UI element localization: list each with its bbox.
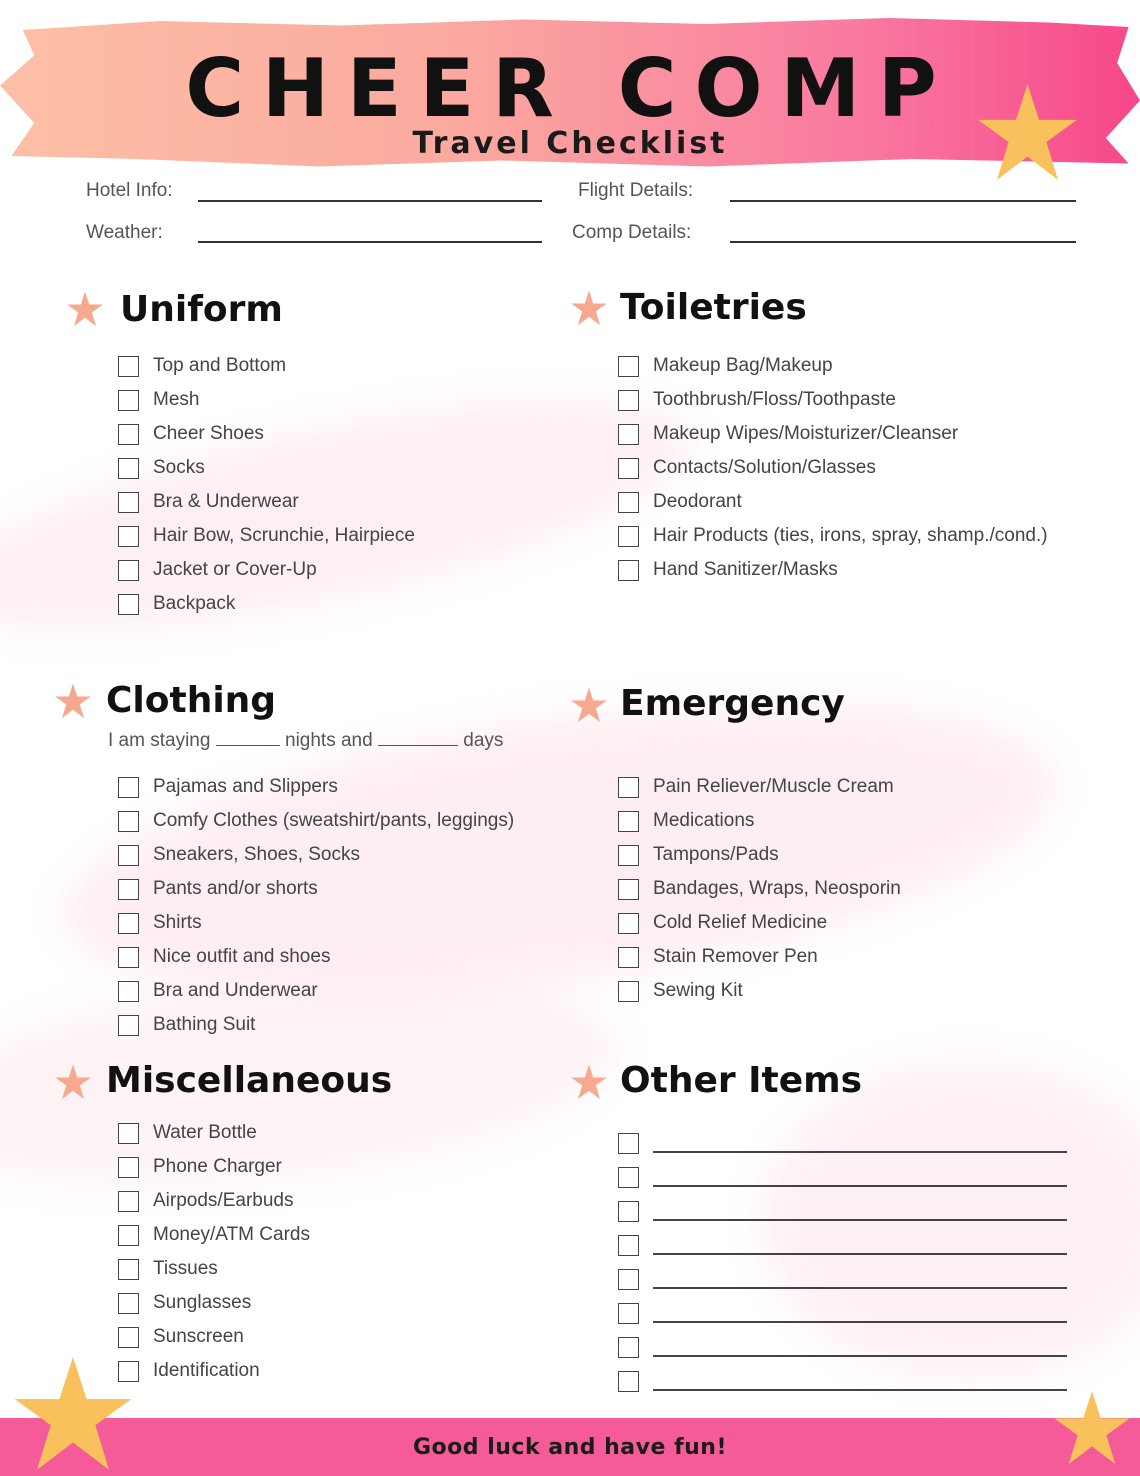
checkbox[interactable] [618,1337,639,1358]
write-in-line[interactable] [653,1253,1067,1255]
star-icon [975,80,1080,185]
checklist-item[interactable]: Medications [618,804,901,838]
footer-banner [0,1418,1140,1476]
comp-details-line[interactable] [730,241,1076,243]
checklist-item[interactable]: Jacket or Cover-Up [118,553,415,587]
blank-checklist-item[interactable] [618,1160,1067,1194]
checklist-item[interactable]: Hand Sanitizer/Masks [618,553,1048,587]
checkbox[interactable] [118,913,139,934]
star-icon [570,686,608,724]
checklist-item[interactable]: Mesh [118,383,415,417]
checkbox[interactable] [118,390,139,411]
checklist-item[interactable]: Airpods/Earbuds [118,1184,310,1218]
checkbox[interactable] [118,458,139,479]
checkbox[interactable] [618,1303,639,1324]
write-in-line[interactable] [653,1321,1067,1323]
nights-blank[interactable] [216,729,280,746]
checklist-item[interactable]: Sewing Kit [618,974,901,1008]
checkbox[interactable] [618,560,639,581]
checkbox[interactable] [618,1201,639,1222]
star-icon [54,682,92,720]
comp-details-label: Comp Details: [572,222,692,243]
checklist-item[interactable]: Tissues [118,1252,310,1286]
blank-checklist-item[interactable] [618,1228,1067,1262]
checkbox[interactable] [618,947,639,968]
section-title-toiletries: Toiletries [620,287,807,328]
checkbox[interactable] [618,879,639,900]
toiletries-list [618,349,1048,587]
checklist-item[interactable]: Bathing Suit [118,1008,514,1042]
section-title-uniform: Uniform [120,289,283,330]
section-title-other-items: Other Items [620,1060,863,1101]
checklist-item[interactable]: Pants and/or shorts [118,872,514,906]
flight-details-line[interactable] [730,200,1076,202]
weather-line[interactable] [198,241,542,243]
checkbox[interactable] [118,1015,139,1036]
checkbox[interactable] [618,1133,639,1154]
checkbox[interactable] [118,424,139,445]
checklist-item[interactable]: Hair Bow, Scrunchie, Hairpiece [118,519,415,553]
checklist-item[interactable]: Money/ATM Cards [118,1218,310,1252]
checkbox[interactable] [118,879,139,900]
checklist-item[interactable]: Bandages, Wraps, Neosporin [618,872,901,906]
checklist-item[interactable]: Stain Remover Pen [618,940,901,974]
emergency-list [618,770,901,1008]
checkbox[interactable] [118,1259,139,1280]
checkbox[interactable] [618,981,639,1002]
days-blank[interactable] [378,729,458,746]
blank-checklist-item[interactable] [618,1194,1067,1228]
checkbox[interactable] [118,1293,139,1314]
checklist-item[interactable]: Pain Reliever/Muscle Cream [618,770,901,804]
checklist-item[interactable]: Sneakers, Shoes, Socks [118,838,514,872]
blank-checklist-item[interactable] [618,1330,1067,1364]
checklist-item[interactable]: Toothbrush/Floss/Toothpaste [618,383,1048,417]
checklist-item[interactable]: Makeup Bag/Makeup [618,349,1048,383]
uniform-list [118,349,415,621]
section-title-miscellaneous: Miscellaneous [106,1060,393,1101]
write-in-line[interactable] [653,1185,1067,1187]
checkbox[interactable] [618,845,639,866]
blank-checklist-item[interactable] [618,1364,1067,1398]
checkbox[interactable] [118,1327,139,1348]
checkbox[interactable] [618,458,639,479]
checklist-item[interactable]: Nice outfit and shoes [118,940,514,974]
checkbox[interactable] [618,1371,639,1392]
checkbox[interactable] [618,1269,639,1290]
checkbox[interactable] [118,947,139,968]
checkbox[interactable] [118,777,139,798]
checkbox[interactable] [618,424,639,445]
checklist-item[interactable]: Phone Charger [118,1150,310,1184]
page-title: CHEER COMP [185,42,955,135]
checkbox[interactable] [618,356,639,377]
checklist-item[interactable]: Pajamas and Slippers [118,770,514,804]
checkbox[interactable] [618,1167,639,1188]
checkbox[interactable] [618,1235,639,1256]
checklist-item[interactable]: Contacts/Solution/Glasses [618,451,1048,485]
write-in-line[interactable] [653,1287,1067,1289]
checklist-item[interactable]: Cheer Shoes [118,417,415,451]
star-icon [66,290,104,328]
checklist-item[interactable]: Bra & Underwear [118,485,415,519]
checkbox[interactable] [618,526,639,547]
checklist-item[interactable]: Cold Relief Medicine [618,906,901,940]
miscellaneous-list [118,1116,310,1388]
checkbox[interactable] [118,1157,139,1178]
checkbox[interactable] [118,594,139,615]
write-in-line[interactable] [653,1389,1067,1391]
star-icon [8,1352,138,1476]
star-icon [570,289,608,327]
checkbox[interactable] [118,1191,139,1212]
write-in-line[interactable] [653,1151,1067,1153]
checkbox[interactable] [618,913,639,934]
checkbox[interactable] [118,356,139,377]
checklist-item[interactable]: Tampons/Pads [618,838,901,872]
checklist-item[interactable]: Hair Products (ties, irons, spray, shamp./cond.) [618,519,1048,553]
checklist-item[interactable]: Deodorant [618,485,1048,519]
checklist-item[interactable]: Backpack [118,587,415,621]
page-subtitle: Travel Checklist [412,126,728,161]
footer-text: Good luck and have fun! [413,1434,727,1460]
checkbox[interactable] [118,1123,139,1144]
checklist-item[interactable]: Identification [118,1354,310,1388]
weather-label: Weather: [86,222,163,243]
checkbox[interactable] [118,845,139,866]
checkbox[interactable] [118,981,139,1002]
star-icon [570,1063,608,1101]
write-in-line[interactable] [653,1219,1067,1221]
staying-duration-line: I am staying nights and days [108,730,504,751]
checkbox[interactable] [618,492,639,513]
star-icon [54,1063,92,1101]
checkbox[interactable] [618,777,639,798]
clothing-list [118,770,514,1042]
write-in-line[interactable] [653,1355,1067,1357]
checkbox[interactable] [618,390,639,411]
checklist-item[interactable]: Bra and Underwear [118,974,514,1008]
blank-checklist-item[interactable] [618,1126,1067,1160]
star-icon [1052,1388,1132,1468]
checklist-item[interactable]: Sunglasses [118,1286,310,1320]
checklist-item[interactable]: Shirts [118,906,514,940]
checklist-item[interactable]: Comfy Clothes (sweatshirt/pants, leggings) [118,804,514,838]
checklist-item[interactable]: Sunscreen [118,1320,310,1354]
checkbox[interactable] [118,811,139,832]
checkbox[interactable] [118,560,139,581]
checklist-item[interactable]: Water Bottle [118,1116,310,1150]
section-title-emergency: Emergency [620,683,845,724]
hotel-info-label: Hotel Info: [86,180,173,201]
section-title-clothing: Clothing [106,680,277,721]
checkbox[interactable] [618,811,639,832]
checklist-item[interactable]: Socks [118,451,415,485]
blank-checklist-item[interactable] [618,1262,1067,1296]
checkbox[interactable] [118,526,139,547]
checkbox[interactable] [118,1225,139,1246]
blank-checklist-item[interactable] [618,1296,1067,1330]
hotel-info-line[interactable] [198,200,542,202]
checklist-item[interactable]: Top and Bottom [118,349,415,383]
flight-details-label: Flight Details: [578,180,694,201]
checklist-item[interactable]: Makeup Wipes/Moisturizer/Cleanser [618,417,1048,451]
other-items-list [618,1126,1067,1398]
checkbox[interactable] [118,492,139,513]
